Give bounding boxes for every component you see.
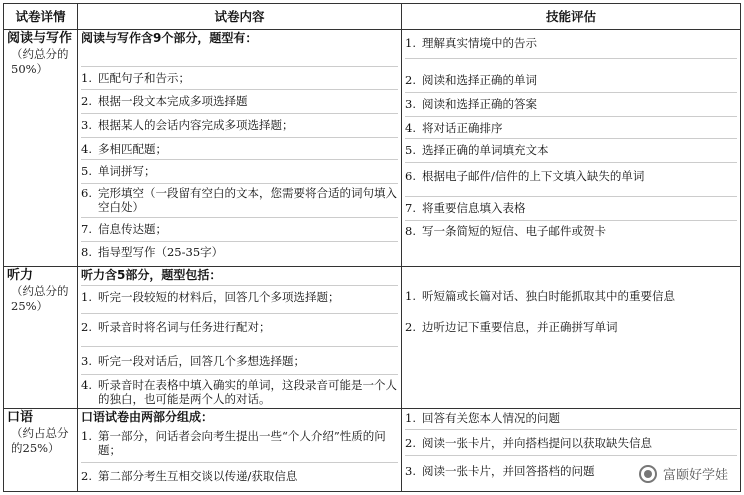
section-intro: 阅读与写作含9个部分，题型有：: [81, 31, 258, 45]
wechat-icon: [639, 465, 657, 483]
header-content: 试卷内容: [78, 4, 402, 30]
skill-item: 1. 回答有关您本人情况的问题: [405, 411, 560, 425]
section-weight-2: 25%）: [11, 299, 49, 313]
content-item: 4. 听录音时在表格中填入确实的单词，这段录音可能是一个人的独白，也可能是两个人的对话。: [81, 374, 398, 408]
section-row-speaking: [4, 409, 741, 492]
watermark-text: 富颐好学娃: [662, 468, 728, 483]
content-item: 1. 第一部分，问话者会向考生提出一些“个人介绍”性质的问题；: [81, 429, 386, 457]
watermark: [635, 462, 732, 485]
content-item: 3. 听完一段对话后，回答几个多想选择题；: [81, 346, 398, 374]
exam-details-table: [3, 3, 741, 492]
section-intro: 口语试卷由两部分组成：: [81, 410, 214, 424]
content-item: 2. 根据一段文本完成多项选择题: [81, 89, 398, 113]
content-item: 2. 听录音时将名词与任务进行配对；: [81, 313, 398, 346]
header-skills: 技能评估: [402, 4, 741, 30]
skill-item: 1. 听短篇或长篇对话、独白时能抓取其中的重要信息: [405, 289, 675, 303]
content-item: 7. 信息传达题；: [81, 217, 398, 241]
header-row: [4, 4, 741, 30]
section-name: 阅读与写作: [7, 31, 73, 46]
header-detail: 试卷详情: [4, 4, 78, 30]
content-item: 3. 根据某人的会话内容完成多项选择题；: [81, 113, 398, 137]
content-item: 1. 匹配句子和告示；: [81, 66, 398, 89]
content-item: 2. 第二部分考生互相交谈以传递/获取信息: [81, 462, 398, 486]
section-name: 口语: [7, 410, 34, 425]
skill-item: 7. 将重要信息填入表格: [405, 196, 737, 220]
content-item: 5. 单词拼写；: [81, 159, 398, 183]
skill-item: 5. 选择正确的单词填充文本: [405, 138, 737, 162]
skill-item: 2. 边听边记下重要信息，并正确拼写单词: [405, 320, 618, 334]
section-row-reading-writing: [4, 30, 741, 267]
section-detail: [4, 409, 78, 492]
section-content: [78, 267, 402, 409]
section-weight-1: （约总分的: [11, 284, 69, 298]
skill-item: 4. 将对话正确排序: [405, 116, 737, 138]
section-weight-2: 50%）: [11, 62, 49, 76]
skill-item: 8. 写一条简短的短信、电子邮件或贺卡: [405, 220, 737, 240]
section-skills: [402, 30, 741, 267]
section-intro: 听力含5部分，题型包括：: [81, 268, 222, 282]
section-name: 听力: [7, 268, 34, 283]
content-item: 4. 多相匹配题；: [81, 137, 398, 159]
content-item: 1. 听完一段较短的材料后，回答几个多项选择题；: [81, 285, 398, 313]
section-skills: [402, 267, 741, 409]
skill-item: 2. 阅读一张卡片，并向搭档提问以获取缺失信息: [405, 429, 737, 455]
section-content: [78, 409, 402, 492]
skill-item: 2. 阅读和选择正确的单词: [405, 58, 737, 92]
skill-item: 3. 阅读一张卡片，并回答搭档的问题: [405, 455, 737, 485]
section-weight-1: （约总分的: [11, 47, 69, 61]
section-detail: [4, 267, 78, 409]
section-weight-1: （约占总分: [11, 426, 69, 440]
section-weight-2: 的25%）: [11, 441, 60, 455]
section-content: [78, 30, 402, 267]
section-detail: [4, 30, 78, 267]
content-item: 8. 指导型写作（25-35字）: [81, 241, 398, 261]
section-row-listening: [4, 267, 741, 409]
skill-item: 6. 根据电子邮件/信件的上下文填入缺失的单词: [405, 162, 737, 196]
skill-item: 3. 阅读和选择正确的答案: [405, 92, 737, 116]
skill-item: 1. 理解真实情境中的告示: [405, 36, 537, 50]
content-item: 6. 完形填空（一段留有空白的文本，您需要将合适的词句填入空白处）: [81, 183, 398, 217]
